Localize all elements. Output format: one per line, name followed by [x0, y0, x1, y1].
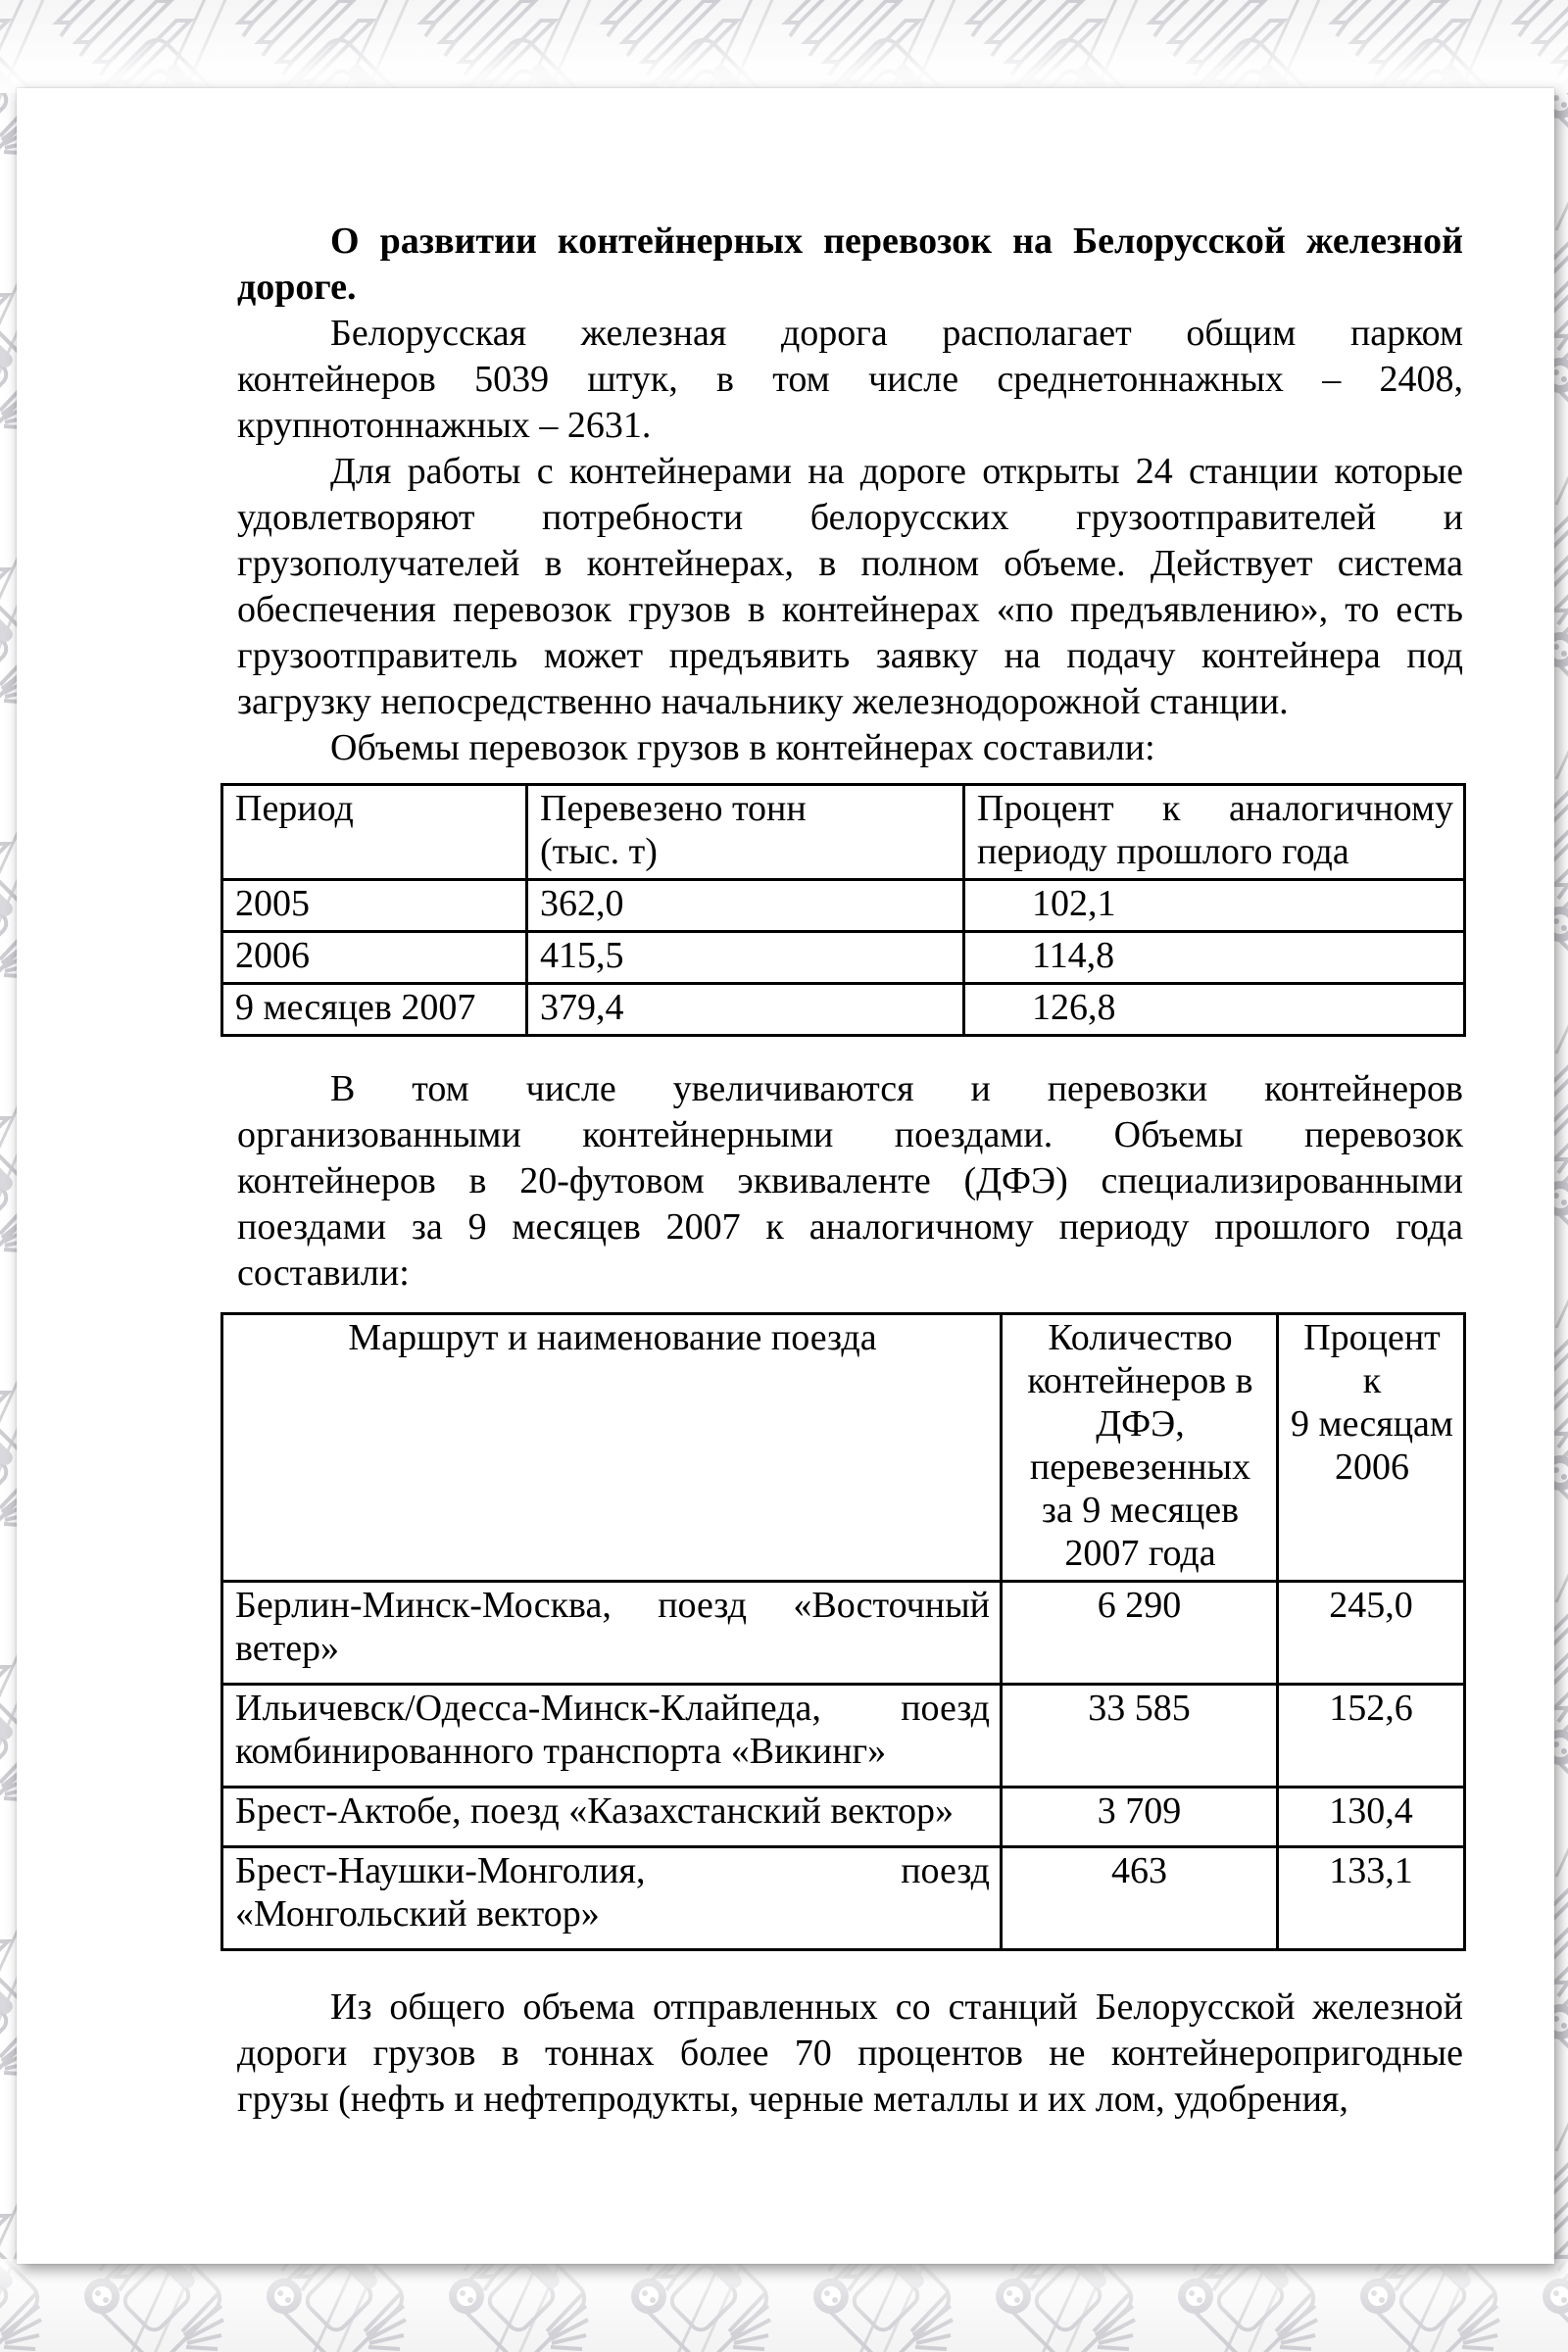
text-line: 2006 — [1335, 1446, 1409, 1488]
text-line: Брест-Наушки-Монголия, поезд — [235, 1850, 990, 1891]
document-content — [237, 88, 1463, 2123]
table-row — [222, 1847, 1465, 1950]
table-row — [222, 1685, 1465, 1788]
text-line: «Монгольский вектор» — [235, 1893, 600, 1935]
cell-count: 3 709 — [1002, 1788, 1278, 1847]
text-line: Количество — [1048, 1317, 1233, 1358]
text-line: Белорусская железная дорога располагает общим парком — [330, 313, 1463, 354]
table-row — [222, 932, 1465, 984]
header-cell-tons — [527, 785, 964, 880]
text-line: поездами за 9 месяцев 2007 к аналогичному периоду прошлого года — [237, 1206, 1463, 1248]
text-line: Перевезено тонн — [540, 788, 807, 829]
header-cell-route — [222, 1314, 1002, 1582]
cell-tons: 415,5 — [527, 932, 964, 984]
cell-percent: 126,8 — [964, 984, 1465, 1036]
document-title-line: О развитии контейнерных перевозок на Белорусской железной — [330, 220, 1463, 262]
trains-table — [220, 1312, 1466, 1951]
cell-percent: 102,1 — [964, 880, 1465, 932]
text-line: Маршрут и наименование поезда — [348, 1317, 877, 1358]
text-line: Объемы перевозок грузов в контейнерах составили: — [330, 727, 1155, 768]
cell-percent: 133,1 — [1278, 1847, 1465, 1950]
text-line: Процент к аналогичному — [977, 788, 1453, 829]
document-page — [17, 88, 1554, 2264]
text-line: контейнеров в 20-футовом эквиваленте (ДФЭ) специализированными — [237, 1160, 1463, 1201]
text-line: контейнеров 5039 штук, в том числе среднетоннажных – 2408, — [237, 359, 1463, 400]
text-line: Из общего объема отправленных со станций Белорусской железной — [330, 1986, 1463, 2028]
document-title — [237, 219, 1463, 311]
cell-route — [222, 1788, 1002, 1847]
cell-route — [222, 1582, 1002, 1685]
header-cell-period — [222, 785, 527, 880]
text-line: периоду прошлого года — [977, 831, 1349, 872]
text-line: Брест-Актобе, поезд «Казахстанский вектор» — [235, 1790, 955, 1832]
cell-percent: 130,4 — [1278, 1788, 1465, 1847]
text-line: обеспечения перевозок грузов в контейнерах «по предъявлению», то есть — [237, 589, 1463, 630]
cell-percent: 152,6 — [1278, 1685, 1465, 1788]
text-line: (тыс. т) — [540, 831, 658, 872]
cell-count: 463 — [1002, 1847, 1278, 1950]
text-line: Для работы с контейнерами на дороге открыты 24 станции которые — [330, 451, 1463, 492]
table-row — [222, 1582, 1465, 1685]
text-line: 2007 года — [1064, 1533, 1216, 1574]
table-header-row — [222, 1314, 1465, 1582]
paragraph-volumes-intro — [237, 725, 1463, 771]
text-line: удовлетворяют потребности белорусских грузоотправителей и — [237, 497, 1463, 538]
text-line: загрузку непосредственно начальнику железнодорожной станции. — [237, 681, 1289, 722]
table-header-row — [222, 785, 1465, 880]
text-line: дороги грузов в тоннах более 70 процентов не контейнеропригодные — [237, 2033, 1463, 2074]
cell-period: 2005 — [222, 880, 527, 932]
cell-period: 2006 — [222, 932, 527, 984]
cell-route — [222, 1685, 1002, 1788]
cell-route — [222, 1847, 1002, 1950]
cell-tons: 362,0 — [527, 880, 964, 932]
text-line: составили: — [237, 1252, 410, 1294]
text-line: 9 месяцам — [1291, 1403, 1453, 1445]
text-line: ДФЭ, — [1096, 1403, 1185, 1445]
cell-percent: 245,0 — [1278, 1582, 1465, 1685]
header-cell-percent — [1278, 1314, 1465, 1582]
bottom-fade — [0, 2259, 1568, 2352]
text-line: Период — [235, 788, 354, 829]
paragraph-stations — [237, 449, 1463, 725]
header-cell-percent — [964, 785, 1465, 880]
cell-count: 33 585 — [1002, 1685, 1278, 1788]
cell-tons: 379,4 — [527, 984, 964, 1036]
text-line: контейнеров в — [1027, 1360, 1253, 1401]
cell-count: 6 290 — [1002, 1582, 1278, 1685]
cell-period: 9 месяцев 2007 — [222, 984, 527, 1036]
text-line: грузы (нефть и нефтепродукты, черные металлы и их лом, удобрения, — [237, 2079, 1348, 2120]
table-row — [222, 1788, 1465, 1847]
text-line: грузополучателей в контейнерах, в полном объеме. Действует система — [237, 543, 1463, 584]
table-row — [222, 880, 1465, 932]
paragraph-container-fleet — [237, 311, 1463, 449]
document-title-line: дороге. — [237, 267, 357, 308]
paragraph-cargo-structure — [237, 1984, 1463, 2123]
text-line: организованными контейнерными поездами. Объемы перевозок — [237, 1114, 1463, 1155]
top-fade — [0, 0, 1568, 93]
paragraph-trains-intro — [237, 1066, 1463, 1297]
text-line: перевезенных — [1029, 1446, 1251, 1488]
text-line: Ильичевск/Одесса-Минск-Клайпеда, поезд — [235, 1688, 990, 1729]
text-line: за 9 месяцев — [1041, 1490, 1240, 1531]
text-line: крупнотоннажных – 2631. — [237, 405, 652, 446]
table-row — [222, 984, 1465, 1036]
text-line: Процент к — [1303, 1317, 1441, 1401]
text-line: В том числе увеличиваются и перевозки контейнеров — [330, 1068, 1463, 1109]
text-line: ветер» — [235, 1628, 340, 1669]
text-line: грузоотправитель может предъявить заявку на подачу контейнера под — [237, 635, 1463, 676]
text-line: Берлин-Минск-Москва, поезд «Восточный — [235, 1585, 990, 1626]
header-cell-count — [1002, 1314, 1278, 1582]
text-line: комбинированного транспорта «Викинг» — [235, 1731, 887, 1772]
volumes-table — [220, 783, 1466, 1037]
cell-percent: 114,8 — [964, 932, 1465, 984]
